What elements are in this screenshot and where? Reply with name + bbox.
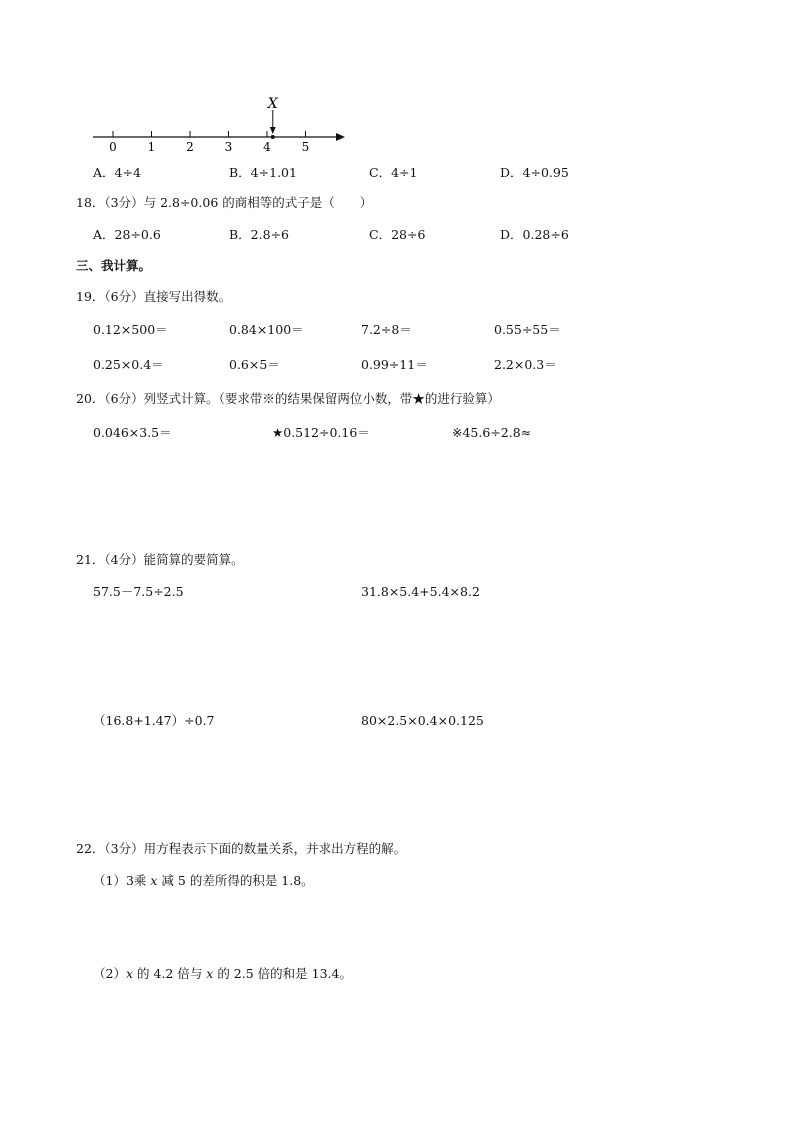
q21-item-4: 80×2.5×0.4×0.125 — [361, 713, 484, 728]
q22-part-2-text-c: 的 2.5 倍的和是 13.4。 — [213, 966, 352, 981]
q18-option-c: C．28÷6 — [369, 227, 426, 242]
q19-stem: 19．（6分）直接写出得数。 — [76, 289, 232, 304]
number-line-tick-label: 4 — [263, 140, 271, 154]
number-line-figure — [0, 0, 794, 160]
number-line-arrowhead — [336, 133, 345, 141]
q20-stem: 20．（6分）列竖式计算。（要求带※的结果保留两位小数，带★的进行验算） — [76, 391, 500, 406]
q19-item-7: 0.99÷11＝ — [361, 357, 428, 372]
q22-part-2-var-2: x — [206, 966, 214, 981]
section-3-title: 三、我计算。 — [76, 258, 152, 273]
q19-item-6: 0.6×5＝ — [229, 357, 280, 372]
q19-item-2: 0.84×100＝ — [229, 322, 304, 337]
q18-option-b: B．2.8÷6 — [229, 227, 289, 242]
q18-option-d: D．0.28÷6 — [500, 227, 569, 242]
q18-option-a: A．28÷0.6 — [93, 227, 161, 242]
q22-part-2-text-a: （2） — [93, 966, 126, 981]
marker-label: X — [267, 96, 278, 112]
q19-item-5: 0.25×0.4＝ — [93, 357, 164, 372]
q22-part-1-text-b: 减 5 的差所得的积是 1.8。 — [157, 873, 314, 888]
q22-part-2-var-1: x — [125, 966, 134, 981]
q19-item-3: 7.2÷8＝ — [361, 322, 412, 337]
number-line-tick-label: 0 — [109, 140, 117, 154]
q22-part-2-text-b: 的 4.2 倍与 — [133, 966, 207, 981]
q17-option-a: A．4÷4 — [93, 165, 141, 180]
q21-item-2: 31.8×5.4+5.4×8.2 — [361, 584, 480, 599]
q17-option-c: C．4÷1 — [369, 165, 418, 180]
q20-item-2: ★0.512÷0.16＝ — [272, 425, 370, 440]
q22-part-1 — [93, 873, 314, 889]
number-line-tick-label: 1 — [147, 140, 156, 154]
number-line-tick-label: 2 — [186, 140, 194, 154]
marker-arrowhead — [270, 127, 276, 134]
q21-item-1: 57.5－7.5÷2.5 — [93, 584, 184, 599]
q19-item-4: 0.55÷55＝ — [494, 322, 561, 337]
q17-option-b: B．4÷1.01 — [229, 165, 297, 180]
q22-stem: 22．（3分）用方程表示下面的数量关系，并求出方程的解。 — [76, 841, 407, 856]
q21-item-3: （16.8+1.47）÷0.7 — [93, 713, 215, 728]
q19-item-1: 0.12×500＝ — [93, 322, 168, 337]
number-line-tick-label: 5 — [301, 140, 310, 154]
q19-item-8: 2.2×0.3＝ — [494, 357, 557, 372]
q22-part-2 — [93, 966, 352, 982]
q17-option-d: D．4÷0.95 — [500, 165, 569, 180]
marker-point — [271, 135, 275, 139]
q18-stem: 18．（3分）与 2.8÷0.06 的商相等的式子是（ ） — [76, 195, 373, 210]
number-line-tick-label: 3 — [224, 140, 233, 154]
q22-part-1-var: x — [150, 873, 158, 888]
q20-item-3: ※45.6÷2.8≈ — [452, 425, 532, 440]
q22-part-1-text-a: （1）3乘 — [93, 873, 151, 888]
q20-item-1: 0.046×3.5＝ — [93, 425, 172, 440]
q21-stem: 21．（4分）能简算的要简算。 — [76, 552, 244, 567]
